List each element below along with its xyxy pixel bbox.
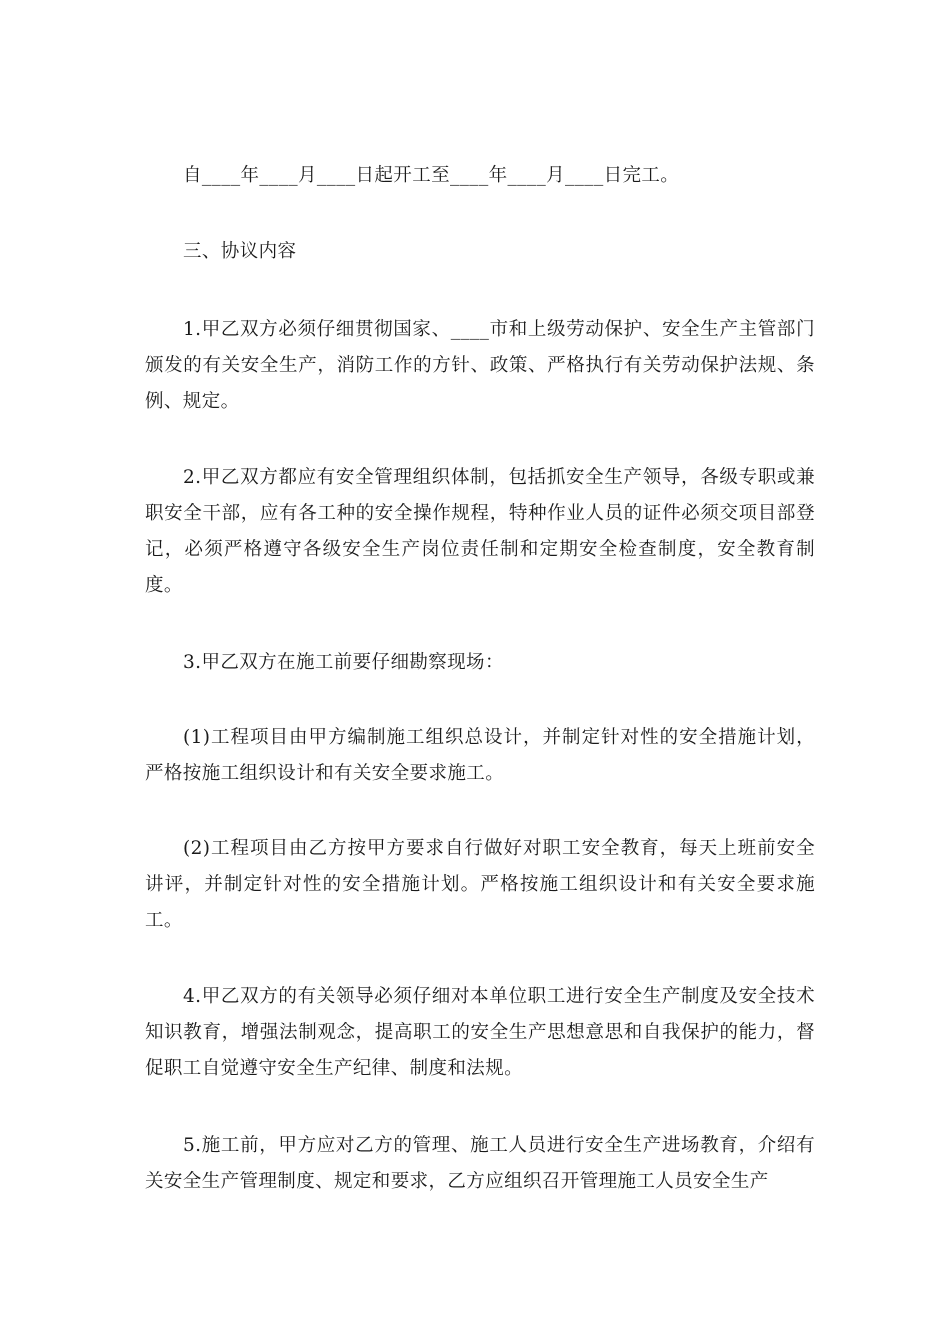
- clause-3-item-1-paragraph: (1)工程项目由甲方编制施工组织总设计，并制定针对性的安全措施计划，严格按施工组织设计和有关安全要求施工。: [145, 727, 815, 784]
- clause-1-paragraph: 1.甲乙双方必须仔细贯彻国家、____市和上级劳动保护、安全生产主管部门颁发的有关安全生产，消防工作的方针、政策、严格执行有关劳动保护法规、条例、规定。: [145, 319, 815, 412]
- clause-3-paragraph: 3.甲乙双方在施工前要仔细勘察现场：: [183, 652, 504, 673]
- clause-3-item-2-paragraph: (2)工程项目由乙方按甲方要求自行做好对职工安全教育，每天上班前安全讲评，并制定针对性的安全措施计划。严格按施工组织设计和有关安全要求施工。: [145, 838, 815, 931]
- clause-2-paragraph: 2.甲乙双方都应有安全管理组织体制，包括抓安全生产领导，各级专职或兼职安全干部，应有各工种的安全操作规程，特种作业人员的证件必须交项目部登记，必须严格遵守各级安全生产岗位责任制和定期安全检查制度，安全教育制度。: [145, 467, 815, 596]
- clause-4-paragraph: 4.甲乙双方的有关领导必须仔细对本单位职工进行安全生产制度及安全技术知识教育，增强法制观念，提高职工的安全生产思想意思和自我保护的能力，督促职工自觉遵守安全生产纪律、制度和法规。: [145, 986, 815, 1079]
- construction-period-line: 自____年____月____日起开工至____年____月____日完工。: [183, 165, 680, 186]
- section-heading-agreement-content: 三、协议内容: [183, 241, 297, 262]
- clause-5-paragraph: 5.施工前，甲方应对乙方的管理、施工人员进行安全生产进场教育，介绍有关安全生产管理制度、规定和要求，乙方应组织召开管理施工人员安全生产: [145, 1135, 815, 1192]
